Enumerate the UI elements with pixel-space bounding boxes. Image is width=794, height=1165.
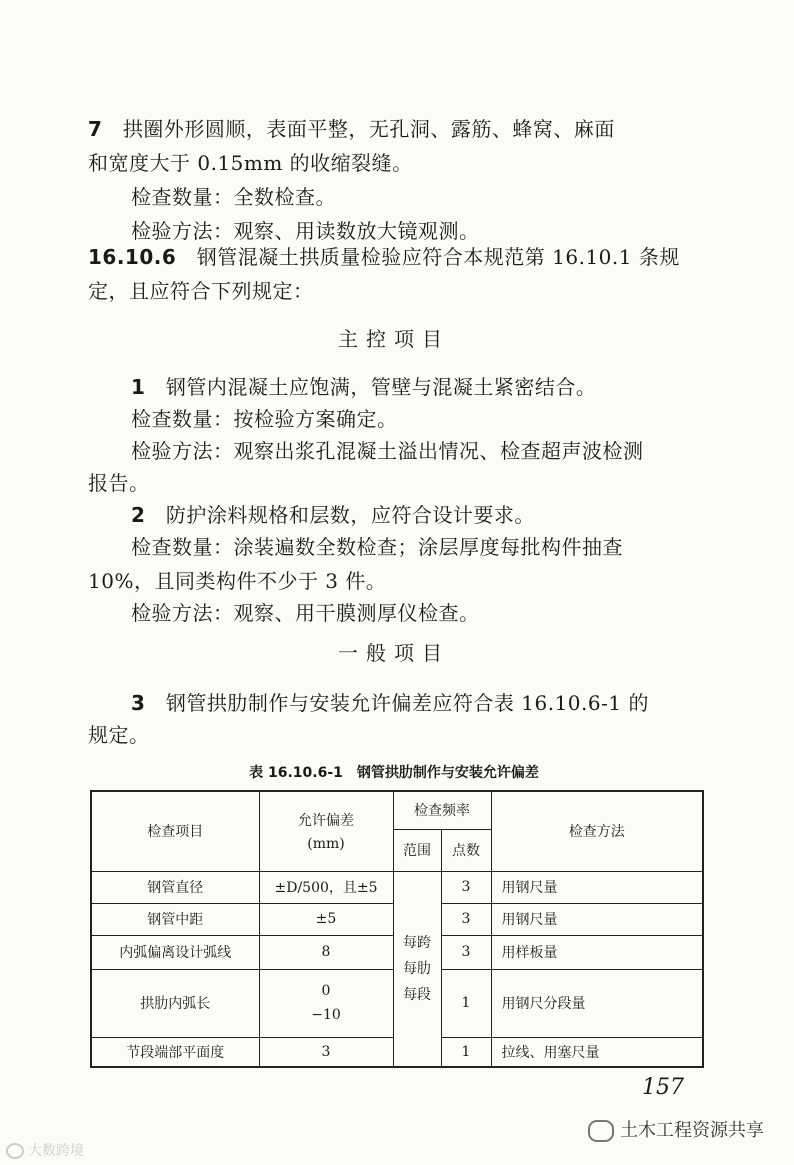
cell-item: 钢管中距 (91, 903, 259, 935)
section-number: 16.10.6 (88, 245, 177, 269)
item-2-method: 检验方法：观察、用干膜测厚仪检查。 (131, 601, 480, 625)
cell-method: 用样板量 (491, 935, 703, 969)
item-1-qty: 检查数量：按检验方案确定。 (131, 407, 398, 431)
range-line: 每肋 (403, 960, 431, 977)
item-7-method: 检验方法：观察、用读数放大镜观测。 (131, 219, 480, 243)
header-tolerance-label: 允许偏差 (298, 813, 354, 830)
header-tolerance-unit: (mm) (307, 836, 345, 853)
item-7-line2: 和宽度大于 0.15mm 的收缩裂缝。 (88, 151, 413, 175)
watermark-left (6, 1140, 84, 1160)
tolerance-lower: −10 (311, 1007, 341, 1023)
header-method: 检查方法 (491, 791, 703, 871)
table-caption: 表 16.10.6-1 钢管拱肋制作与安装允许偏差 (249, 765, 539, 781)
cell-points: 1 (441, 969, 491, 1037)
chat-bubble-icon (588, 1120, 614, 1142)
item-number: 3 (131, 691, 146, 715)
section-16-10-6-line1 (88, 240, 700, 274)
cell-item: 拱肋内弧长 (91, 969, 259, 1037)
cell-range (393, 871, 441, 1067)
general-items-heading: 一般项目 (338, 641, 450, 665)
cell-points: 3 (441, 935, 491, 969)
item-1-method-line1: 检验方法：观察出浆孔混凝土溢出情况、检查超声波检测 (131, 439, 644, 463)
item-1 (131, 370, 743, 404)
tolerance-upper: 0 (321, 983, 331, 999)
item-7-qty: 检查数量：全数检查。 (131, 185, 336, 209)
header-points: 点数 (441, 829, 491, 871)
section-16-10-6-line2: 定，且应符合下列规定： (88, 279, 314, 303)
section-text: 钢管混凝土拱质量检验应符合本规范第 16.10.1 条规 (196, 245, 680, 269)
item-text: 钢管拱肋制作与安装允许偏差应符合表 16.10.6-1 的 (165, 691, 649, 715)
table-row (91, 871, 703, 903)
item-3-line1 (131, 686, 743, 720)
tolerance-table (90, 790, 704, 1068)
item-number: 2 (131, 503, 146, 527)
page-number: 157 (642, 1075, 684, 1100)
item-number: 1 (131, 375, 146, 399)
watermark-text: 大数跨境 (28, 1143, 84, 1159)
cell-tolerance: ±D/500，且±5 (259, 871, 393, 903)
item-text: 钢管内混凝土应饱满，管壁与混凝土紧密结合。 (165, 375, 597, 399)
cell-item: 内弧偏离设计弧线 (91, 935, 259, 969)
cell-points: 3 (441, 871, 491, 903)
cell-item: 节段端部平面度 (91, 1037, 259, 1067)
cell-tolerance: ±5 (259, 903, 393, 935)
item-2-qty-line1: 检查数量：涂装遍数全数检查；涂层厚度每批构件抽查 (131, 535, 623, 559)
watermark-right (588, 1116, 764, 1142)
item-2-qty-line2: 10%，且同类构件不少于 3 件。 (88, 569, 387, 593)
cell-method: 用钢尺分段量 (491, 969, 703, 1037)
item-text: 拱圈外形圆顺，表面平整，无孔洞、露筋、蜂窝、麻面 (122, 117, 615, 141)
cell-points: 1 (441, 1037, 491, 1067)
range-line: 每段 (403, 986, 431, 1003)
cell-method: 拉线、用塞尺量 (491, 1037, 703, 1067)
item-number: 7 (88, 117, 103, 141)
cell-points: 3 (441, 903, 491, 935)
item-3-line2: 规定。 (88, 723, 150, 747)
cell-method: 用钢尺量 (491, 871, 703, 903)
brand-logo-icon (6, 1143, 24, 1159)
cell-tolerance: 8 (259, 935, 393, 969)
cell-method: 用钢尺量 (491, 903, 703, 935)
header-frequency: 检查频率 (393, 791, 491, 829)
cell-item: 钢管直径 (91, 871, 259, 903)
item-7-line1 (88, 112, 700, 146)
header-item: 检查项目 (91, 791, 259, 871)
range-line: 每跨 (403, 934, 431, 951)
cell-tolerance (259, 969, 393, 1037)
cell-tolerance: 3 (259, 1037, 393, 1067)
item-1-method-line2: 报告。 (88, 471, 150, 495)
header-range: 范围 (393, 829, 441, 871)
watermark-text: 土木工程资源共享 (620, 1120, 764, 1141)
header-tolerance (259, 791, 393, 871)
item-2 (131, 498, 743, 532)
item-text: 防护涂料规格和层数，应符合设计要求。 (165, 503, 535, 527)
main-control-heading: 主控项目 (338, 327, 450, 351)
